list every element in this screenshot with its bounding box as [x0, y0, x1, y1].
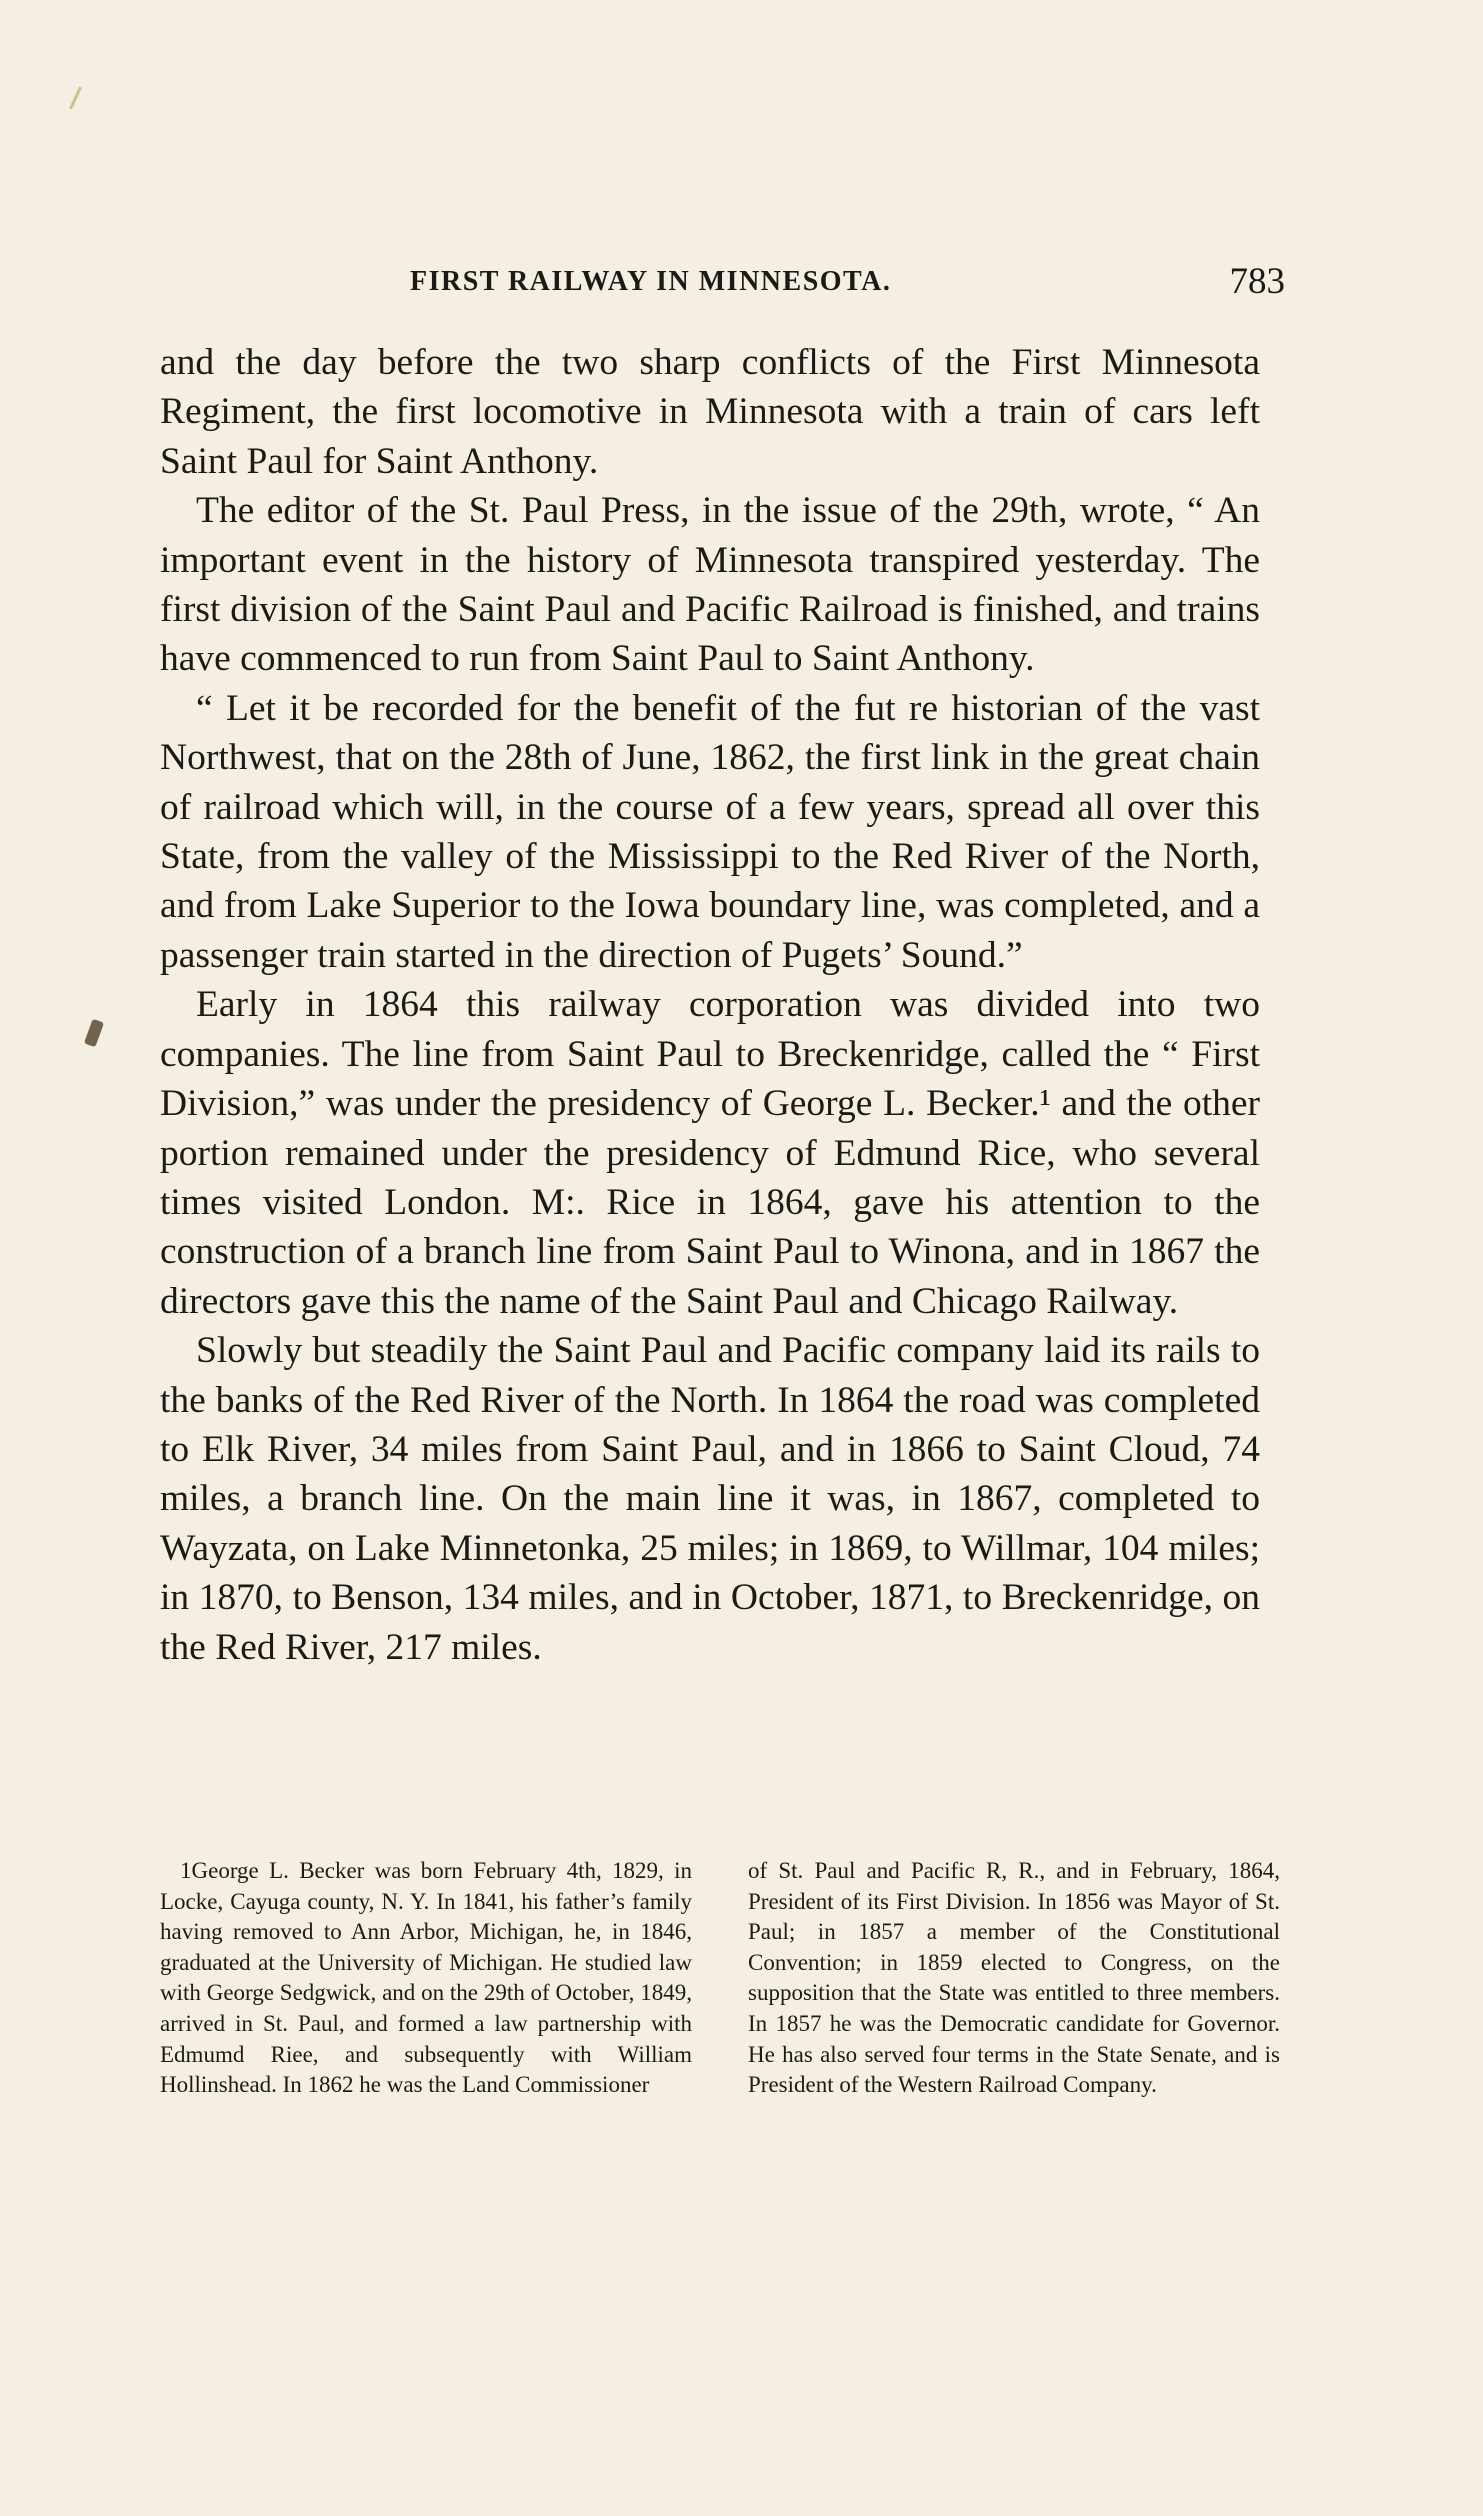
ink-mark [84, 1019, 104, 1048]
paragraph: and the day before the two sharp conflicts of the First Minnesota Regiment, the first locomotive in Minnesota with a train of cars left Saint Paul for Saint Anthony. [160, 342, 1260, 482]
footnote-text: 1George L. Becker was born February 4th, 1829, in Locke, Cayuga county, N. Y. In 1841, his father’s family having removed to Ann Arbor, Michigan, he, in 1846, graduated at the University of Michigan. He studied law with George Sedgwick, and on the 29th of October, 1849, arrived in St. Paul, and formed a law partnership with Edmumd Riee, and subsequently with William Hollinshead. In 1862 he was the Land Commissioner [160, 1858, 692, 2098]
footnote-text: of St. Paul and Pacific R, R., and in February, 1864, President of its First Division. In 1856 was Mayor of St. Paul; in 1857 a member of the Constitutional Convention; in 1859 elected to Congress, on the supposition that the State was entitled to three members. In 1857 he was the Democratic candidate for Governor. He has also served four terms in the State Senate, and is President of the Western Railroad Company. [748, 1858, 1280, 2098]
pencil-mark [69, 86, 82, 109]
footnote [160, 1856, 1280, 2101]
footnote-right-column [748, 1856, 1280, 2101]
running-title: FIRST RAILWAY IN MINNESOTA. [410, 266, 892, 297]
paragraph: The editor of the St. Paul Press, in the issue of the 29th, wrote, “ An important event in the history of Minnesota transpired yesterday. The first division of the Saint Paul and Pacific Railroad is finished, and trains have commenced to run from Saint Paul to Saint Anthony. [160, 490, 1260, 680]
page-number: 783 [1229, 261, 1285, 302]
footnote-left-column [160, 1856, 692, 2101]
paragraph: Early in 1864 this railway corporation was divided into two companies. The line from Saint Paul to Breckenridge, called the “ First Division,” was under the presidency of George L. Becker.¹ and the other portion remained under the presidency of Edmund Rice, who several times visited London. M:. Rice in 1864, gave his attention to the construction of a branch line from Saint Paul to Winona, and in 1867 the directors gave this the name of the Saint Paul and Chicago Railway. [160, 984, 1260, 1322]
paragraph: Slowly but steadily the Saint Paul and Pacific company laid its rails to the banks of the Red River of the North. In 1864 the road was completed to Elk River, 34 miles from Saint Paul, and in 1866 to Saint Cloud, 74 miles, a branch line. On the main line it was, in 1867, completed to Wayzata, on Lake Minnetonka, 25 miles; in 1869, to Willmar, 104 miles; in 1870, to Benson, 134 miles, and in October, 1871, to Breckenridge, on the Red River, 217 miles. [160, 1330, 1260, 1668]
main-text [160, 338, 1260, 1672]
page-header [160, 261, 1285, 310]
paragraph: “ Let it be recorded for the benefit of the fut re historian of the vast Northwest, that on the 28th of June, 1862, the first link in the great chain of railroad which will, in the course of a few years, spread all over this State, from the valley of the Mississippi to the Red River of the North, and from Lake Superior to the Iowa boundary line, was completed, and a passenger train started in the direction of Pugets’ Sound.” [160, 687, 1260, 976]
